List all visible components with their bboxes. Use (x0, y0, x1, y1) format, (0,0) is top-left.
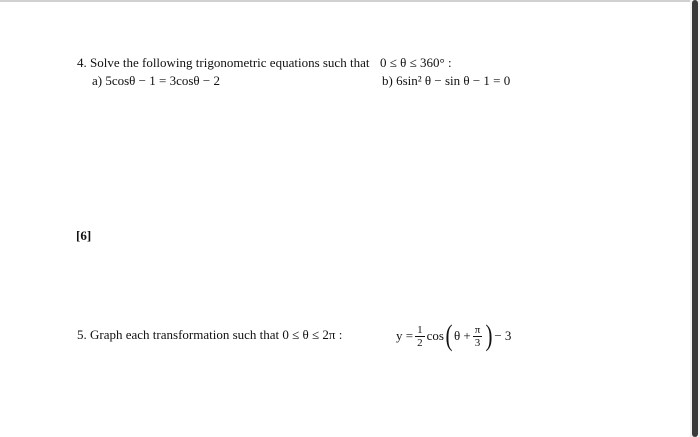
question-5-prompt: 5. Graph each transformation such that 0 ≤ θ ≤ 2π : (77, 327, 343, 342)
right-paren: ) (485, 319, 493, 352)
left-paren: ( (445, 319, 453, 352)
top-border (0, 0, 700, 2)
question-4-range: 0 ≤ θ ≤ 360° : (380, 55, 452, 70)
coefficient-numerator: 1 (417, 323, 423, 336)
formula-lhs: y = (396, 328, 414, 343)
formula-coefficient (415, 324, 425, 349)
scrollbar-thumb[interactable] (692, 0, 698, 437)
marks-label: [6] (76, 228, 92, 243)
question-5-formula (396, 318, 511, 354)
question-4-part-b: b) 6sin² θ − sin θ − 1 = 0 (382, 73, 511, 88)
formula-shift (473, 324, 483, 349)
shift-denominator: 3 (474, 336, 481, 349)
formula-tail: − 3 (494, 328, 512, 343)
coefficient-denominator: 2 (417, 336, 423, 349)
question-4-part-a: a) 5cosθ − 1 = 3cosθ − 2 (92, 73, 220, 88)
scrollbar[interactable] (690, 0, 700, 437)
formula-theta: θ + (453, 328, 471, 343)
shift-numerator: π (474, 323, 481, 336)
formula-function: cos (426, 328, 444, 343)
question-4-prompt: 4. Solve the following trigonometric equations such that (77, 55, 370, 70)
